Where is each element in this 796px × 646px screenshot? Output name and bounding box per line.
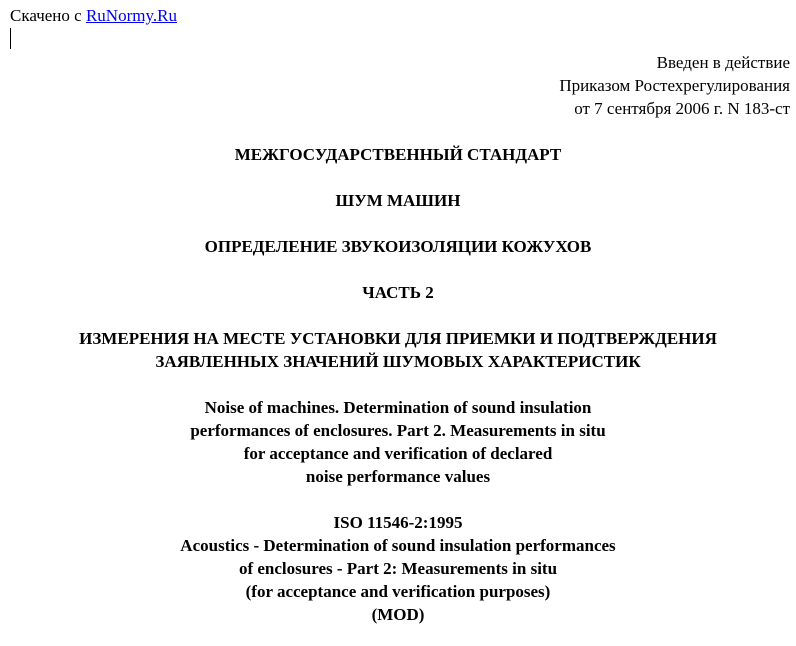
english-title-line: noise performance values [305,467,491,486]
subtitle: ОПРЕДЕЛЕНИЕ ЗВУКОИЗОЛЯЦИИ КОЖУХОВ [204,237,592,256]
iso-number: ISO 11546-2:1995 [333,513,463,532]
enactment-line: Введен в действие [656,53,790,72]
main-title: ШУМ МАШИН [335,191,461,210]
english-title-line: performances of enclosures. Part 2. Measurements in situ [190,421,606,440]
text-cursor [10,28,11,49]
part-title-line: ЗАЯВЛЕННЫХ ЗНАЧЕНИЙ ШУМОВЫХ ХАРАКТЕРИСТИК [155,352,641,371]
iso-title-line: Acoustics - Determination of sound insulation performances [180,536,616,555]
english-title-line: Noise of machines. Determination of sound insulation [204,398,592,417]
part-heading: ЧАСТЬ 2 [362,283,434,302]
enactment-block [559,51,790,120]
english-title [0,396,796,488]
iso-modification-label: (MOD) [371,605,425,624]
source-line [10,6,177,26]
part-title-line: ИЗМЕРЕНИЯ НА МЕСТЕ УСТАНОВКИ ДЛЯ ПРИЕМКИ И ПОДТВЕРЖДЕНИЯ [79,329,717,348]
standard-type-heading: МЕЖГОСУДАРСТВЕННЫЙ СТАНДАРТ [234,145,562,164]
enactment-line: Приказом Ростехрегулирования [559,76,790,95]
iso-block [0,511,796,626]
iso-title-line: of enclosures - Part 2: Measurements in situ [238,559,558,578]
iso-title-line: (for acceptance and verification purposes) [245,582,551,601]
source-link[interactable]: RuNormy.Ru [85,6,177,25]
part-title [0,327,796,373]
english-title-line: for acceptance and verification of declared [243,444,553,463]
enactment-line: от 7 сентября 2006 г. N 183-ст [574,99,790,118]
source-prefix: Скачено с [10,6,82,25]
